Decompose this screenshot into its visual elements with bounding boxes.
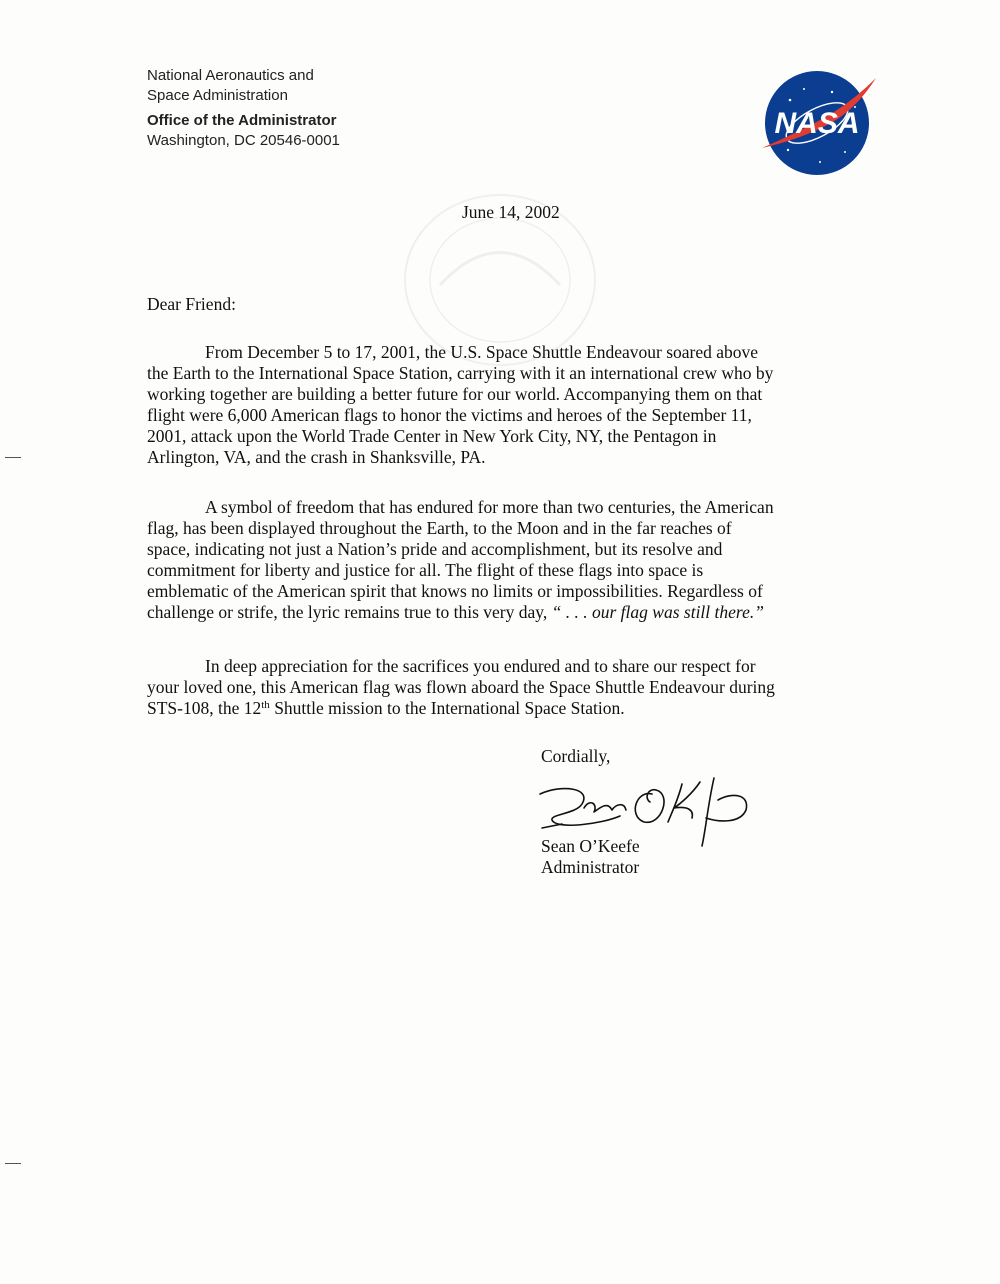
paragraph-3-last-line: [147, 698, 867, 719]
anthem-quote: “ . . . our flag was still there.”: [551, 602, 764, 622]
paragraph-1-line: working together are building a better future for our world. Accompanying them on that: [147, 384, 763, 404]
paragraph-2-line: flag, has been displayed throughout the Earth, to the Moon and in the far reaches of: [147, 518, 732, 538]
paragraph-2-line: space, indicating not just a Nation’s pride and accomplishment, but its resolve and: [147, 539, 723, 559]
paragraph-1-line: Arlington, VA, and the crash in Shanksville, PA.: [147, 447, 486, 467]
paragraph-1: [147, 342, 867, 468]
paragraph-2: [147, 497, 867, 623]
paragraph-1-line: flight were 6,000 American flags to honor the victims and heroes of the September 11,: [147, 405, 752, 425]
signer-block: [541, 836, 640, 878]
letter-date: June 14, 2002: [462, 202, 560, 222]
letterhead-office: Office of the Administrator: [147, 112, 337, 129]
paragraph-1-line: From December 5 to 17, 2001, the U.S. Space Shuttle Endeavour soared above: [205, 342, 759, 362]
paragraph-2-line: emblematic of the American spirit that knows no limits or impossibilities. Regardless of: [147, 581, 763, 601]
signer-name: Sean O’Keefe: [541, 836, 640, 856]
salutation: Dear Friend:: [147, 294, 236, 314]
paragraph-3-line: In deep appreciation for the sacrifices you endured and to share our respect for: [205, 656, 756, 676]
punch-mark: [5, 457, 21, 458]
paragraph-3-suffix: Shuttle mission to the International Space Station.: [269, 698, 625, 718]
letterhead-org-line2: Space Administration: [147, 86, 288, 104]
nasa-logo-icon: [760, 62, 878, 180]
nasa-logo-text: NASA: [774, 107, 860, 140]
paragraph-2-line-text: challenge or strife, the lyric remains true to this very day,: [147, 602, 552, 622]
paragraph-2-line: A symbol of freedom that has endured for more than two centuries, the American: [205, 497, 774, 517]
paragraph-2-last-line: [147, 602, 867, 623]
punch-mark: [5, 1163, 21, 1164]
paragraph-3-line: your loved one, this American flag was flown aboard the Space Shuttle Endeavour during: [147, 677, 775, 697]
paragraph-3-prefix: STS-108, the 12: [147, 698, 262, 718]
letterhead: [147, 66, 340, 150]
paragraph-3: [147, 656, 867, 719]
signer-title: Administrator: [541, 857, 640, 877]
paragraph-2-line: commitment for liberty and justice for all. The flight of these flags into space is: [147, 560, 704, 580]
paragraph-1-line: the Earth to the International Space Station, carrying with it an international crew who by: [147, 363, 774, 383]
ordinal-suffix: th: [261, 699, 270, 711]
closing: Cordially,: [541, 746, 611, 766]
paragraph-1-line: 2001, attack upon the World Trade Center in New York City, NY, the Pentagon in: [147, 426, 717, 446]
letterhead-org-line1: National Aeronautics and: [147, 67, 314, 84]
letterhead-address: Washington, DC 20546-0001: [147, 131, 340, 149]
